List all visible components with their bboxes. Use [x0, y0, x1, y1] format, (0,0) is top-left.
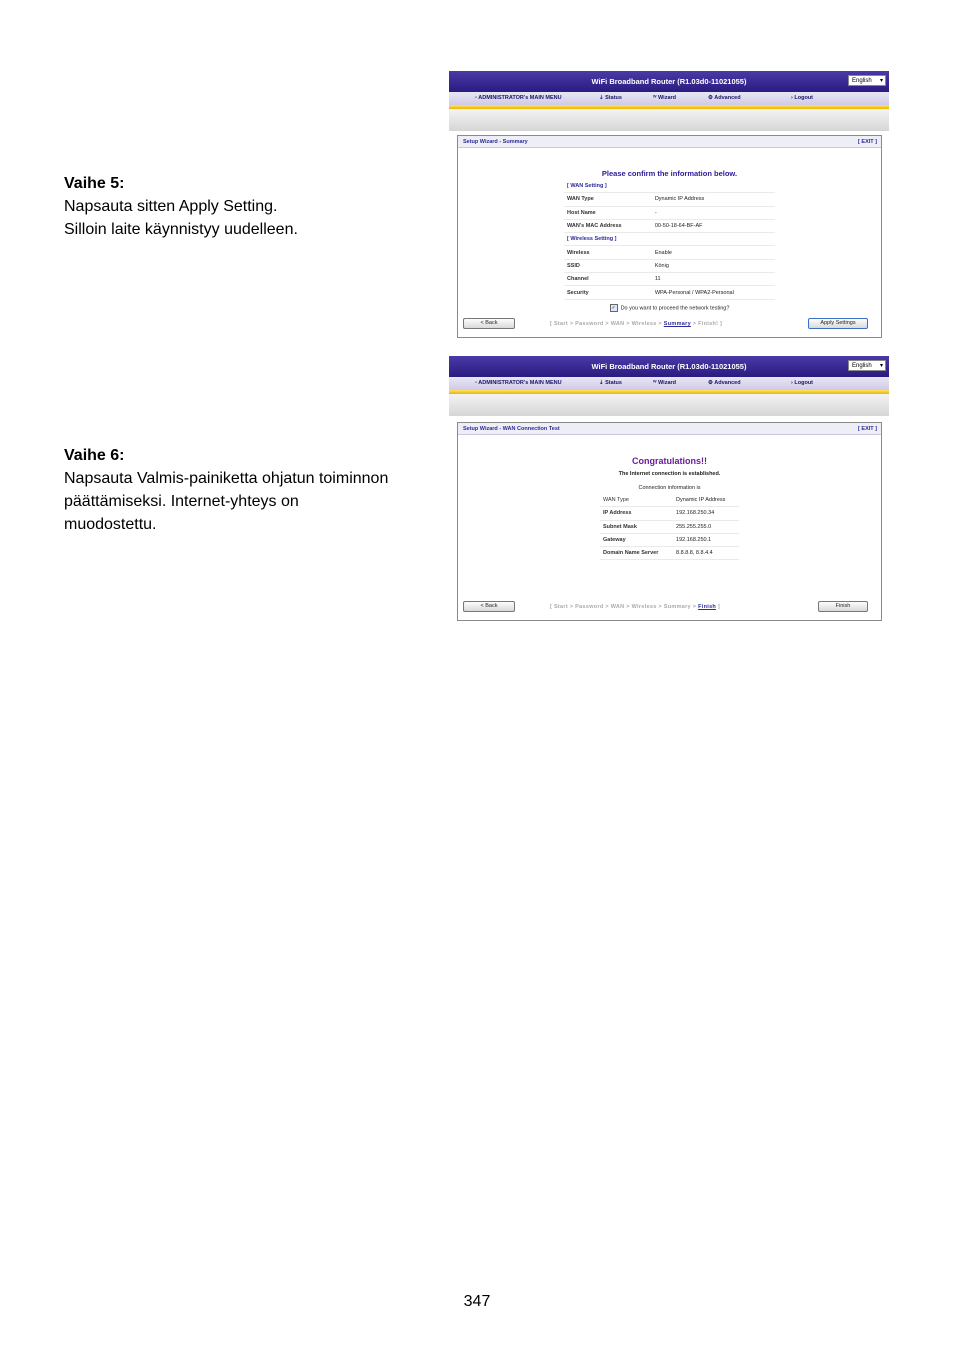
- apply-settings-button[interactable]: Apply Settings: [808, 318, 868, 329]
- table-row: WAN Type Dynamic IP Address: [564, 193, 775, 206]
- wizard-icon: ᵂ: [653, 95, 657, 101]
- step-6-line-2: päättämiseksi. Internet-yhteys on: [64, 493, 299, 510]
- table-row: Wireless Enable: [564, 246, 775, 259]
- table-row: SSID König: [564, 259, 775, 272]
- step-5-title: Vaihe 5:: [64, 175, 125, 192]
- confirm-heading: Please confirm the information below.: [601, 169, 738, 178]
- status-icon: ⇣: [599, 95, 604, 101]
- wizard-breadcrumb: [ Start > Password > WAN > Wireless > Summary > Finish ]: [550, 604, 721, 610]
- wan-test-panel: [457, 422, 882, 621]
- step-6-line-3: muodostettu.: [64, 516, 157, 533]
- table-row: Security WPA-Personal / WPA2-Personal: [564, 286, 775, 299]
- menu-wizard[interactable]: ᵂ Wizard: [653, 95, 677, 101]
- advanced-icon: ⚙: [708, 380, 713, 386]
- back-button[interactable]: < Back: [463, 318, 515, 329]
- congratulations-heading: Congratulations!!: [632, 456, 707, 466]
- wan-test-screenshot: [449, 356, 889, 622]
- table-row: Gateway 192.168.250.1: [600, 533, 739, 546]
- router-title-bar: [449, 356, 889, 377]
- menu-logout[interactable]: › Logout: [791, 380, 814, 386]
- back-button[interactable]: < Back: [463, 601, 515, 612]
- language-select[interactable]: English ▾: [848, 75, 886, 86]
- menu-logout[interactable]: › Logout: [791, 95, 814, 101]
- network-test-checkbox-row[interactable]: [458, 304, 881, 312]
- established-message: The Internet connection is established.: [618, 471, 721, 477]
- panel-header: [458, 136, 881, 148]
- main-menu-bar: [449, 377, 889, 390]
- connection-info-label: Connection information is: [638, 485, 701, 491]
- language-select[interactable]: English ▾: [848, 360, 886, 371]
- page-number: 347: [463, 1293, 491, 1310]
- table-row: WAN's MAC Address 00-50-18-64-BF-AF: [564, 219, 775, 232]
- step-6-line-1: Napsauta Valmis-painiketta ohjatun toiminnon: [64, 470, 389, 487]
- router-title-bar: [449, 71, 889, 92]
- gray-band: [449, 109, 889, 131]
- summary-screenshot: [449, 71, 889, 338]
- wireless-section-label: [ Wireless Setting ]: [564, 233, 775, 246]
- wizard-icon: ᵂ: [653, 380, 657, 386]
- step-5-text: [64, 172, 444, 241]
- wizard-breadcrumb: [ Start > Password > WAN > Wireless > Summary > Finish! ]: [550, 321, 723, 327]
- panel-header: [458, 423, 881, 435]
- chevron-down-icon: ▾: [879, 363, 883, 369]
- table-row: Host Name -: [564, 206, 775, 219]
- connection-table: [600, 494, 739, 560]
- checkbox-checked-icon[interactable]: ✓: [611, 305, 616, 311]
- menu-status[interactable]: ⇣ Status: [599, 380, 622, 386]
- menu-advanced[interactable]: ⚙ Advanced: [708, 95, 741, 101]
- exit-link[interactable]: [ EXIT ]: [858, 426, 877, 432]
- panel-title: Setup Wizard - WAN Connection Test: [463, 426, 560, 432]
- status-icon: ⇣: [599, 380, 604, 386]
- step-5-line-1: Napsauta sitten Apply Setting.: [64, 198, 278, 215]
- menu-admin[interactable]: ▫ ADMINISTRATOR's MAIN MENU: [475, 95, 562, 101]
- router-title: WiFi Broadband Router (R1.03d0-11021055): [591, 362, 747, 371]
- router-title: WiFi Broadband Router (R1.03d0-11021055): [591, 77, 747, 86]
- menu-status[interactable]: ⇣ Status: [599, 95, 622, 101]
- menu-admin[interactable]: ▫ ADMINISTRATOR's MAIN MENU: [475, 380, 562, 386]
- menu-advanced[interactable]: ⚙ Advanced: [708, 380, 741, 386]
- table-row: Domain Name Server 8.8.8.8, 8.8.4.4: [600, 547, 739, 560]
- table-row: IP Address 192.168.250.34: [600, 507, 739, 520]
- step-6-text: [64, 444, 444, 536]
- menu-wizard[interactable]: ᵂ Wizard: [653, 380, 677, 386]
- finish-button[interactable]: Finish: [818, 601, 868, 612]
- step-5-line-2: Silloin laite käynnistyy uudelleen.: [64, 221, 298, 238]
- table-row: Subnet Mask 255.255.255.0: [600, 520, 739, 533]
- advanced-icon: ⚙: [708, 95, 713, 101]
- table-row: Channel 11: [564, 273, 775, 286]
- main-menu-bar: [449, 92, 889, 105]
- summary-panel: [457, 135, 882, 338]
- table-row: WAN Type Dynamic IP Address: [600, 494, 739, 507]
- chevron-down-icon: ▾: [879, 78, 883, 84]
- summary-table: [564, 180, 775, 300]
- gray-band: [449, 394, 889, 416]
- network-test-label: Do you want to proceed the network testing?: [620, 305, 730, 312]
- panel-title: Setup Wizard - Summary: [463, 139, 528, 145]
- exit-link[interactable]: [ EXIT ]: [858, 139, 877, 145]
- step-6-title: Vaihe 6:: [64, 447, 125, 464]
- wan-section-label: [ WAN Setting ]: [564, 180, 775, 193]
